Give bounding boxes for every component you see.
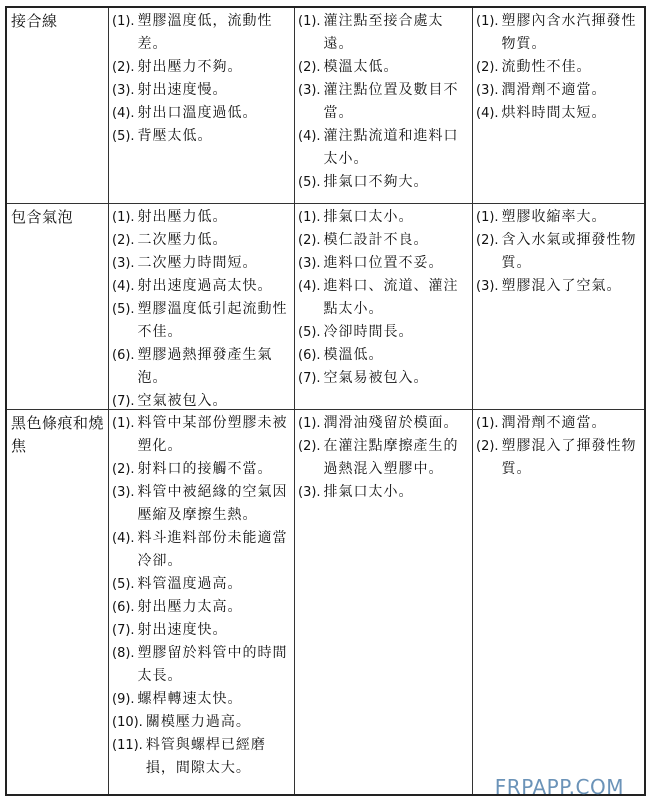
item-number: (3). [112,256,135,271]
material-causes-cell [473,204,644,410]
item-number: (2). [112,233,135,248]
cause-item [298,10,469,56]
cause-item [476,206,641,229]
item-text: 射出口溫度過低。 [137,105,258,121]
cause-item [476,275,641,298]
item-text: 在灌注點摩擦產生的過熱混入塑膠中。 [323,438,459,477]
item-text: 潤滑劑不適當。 [501,82,607,98]
cause-item [298,229,469,252]
item-text: 射出速度過高太快。 [137,278,273,294]
cause-item [476,79,641,102]
defect-name: 包含氣泡 [11,208,74,226]
item-number: (4). [298,129,321,144]
item-text: 塑膠留於料管中的時間太長。 [137,645,288,684]
item-text: 關模壓力過高。 [145,714,251,730]
item-text: 灌注點至接合處太遠。 [323,13,444,52]
item-text: 背壓太低。 [137,128,213,144]
mold-causes-cell [295,410,473,794]
item-text: 空氣易被包入。 [323,370,429,386]
cause-item [112,688,291,711]
cause-item [298,481,469,504]
cause-item [112,206,291,229]
item-text: 塑膠內含水汽揮發性物質。 [501,13,637,52]
item-number: (2). [298,60,321,75]
item-number: (4). [476,106,499,121]
item-number: (3). [298,83,321,98]
item-text: 排氣口太小。 [323,484,414,500]
cause-item [298,252,469,275]
cause-item [298,321,469,344]
item-text: 二次壓力時間短。 [137,255,258,271]
item-number: (2). [298,439,321,454]
item-number: (3). [476,279,499,294]
cause-list [298,10,469,194]
item-number: (3). [298,256,321,271]
item-number: (7). [112,623,135,638]
item-number: (7). [112,394,135,409]
cause-list [298,412,469,504]
watermark-text: FRPAPP.COM [494,775,624,799]
item-number: (6). [112,600,135,615]
cause-item [298,412,469,435]
item-number: (6). [298,348,321,363]
cause-list [112,206,291,410]
cause-item [112,527,291,573]
machine-causes-cell [109,410,295,794]
item-number: (11). [112,738,143,753]
cause-item [112,390,291,410]
item-text: 二次壓力低。 [137,232,228,248]
item-text: 空氣被包入。 [137,393,228,409]
item-number: (4). [112,106,135,121]
item-text: 塑膠收縮率大。 [501,209,607,225]
cause-item [112,711,291,734]
cause-item [476,102,641,125]
item-number: (5). [112,302,135,317]
defect-cause-table [5,6,646,796]
cause-list [112,412,291,780]
mold-causes-cell [295,8,473,204]
cause-item [476,10,641,56]
item-text: 塑膠混入了揮發性物質。 [501,438,637,477]
machine-causes-cell [109,8,295,204]
machine-causes-cell [109,204,295,410]
cause-item [298,275,469,321]
item-text: 塑膠溫度低引起流動性不佳。 [137,301,288,340]
cause-item [112,642,291,688]
item-number: (3). [476,83,499,98]
item-text: 料管中某部份塑膠未被塑化。 [137,415,288,454]
item-number: (5). [298,175,321,190]
cause-item [112,573,291,596]
cause-item [112,619,291,642]
cause-item [112,102,291,125]
item-text: 潤滑劑不適當。 [501,415,607,431]
cause-list [476,206,641,298]
cause-item [112,344,291,390]
cause-item [112,229,291,252]
defect-name-cell [7,204,109,410]
item-text: 料管與螺桿已經磨損，間隙太大。 [145,737,266,776]
item-text: 射出壓力太高。 [137,599,243,615]
item-number: (10). [112,715,143,730]
cause-item [298,56,469,79]
item-number: (2). [112,462,135,477]
material-causes-cell [473,410,644,794]
cause-item [112,79,291,102]
item-number: (6). [112,348,135,363]
item-text: 灌注點流道和進料口太小。 [323,128,459,167]
cause-item [112,298,291,344]
cause-item [476,229,641,275]
cause-item [112,481,291,527]
mold-causes-cell [295,204,473,410]
item-text: 進料口、流道、灌注點太小。 [323,278,459,317]
item-text: 模仁設計不良。 [323,232,429,248]
item-number: (3). [298,485,321,500]
item-number: (5). [112,577,135,592]
item-text: 料管溫度過高。 [137,576,243,592]
cause-item [298,367,469,390]
item-number: (2). [476,439,499,454]
cause-item [298,206,469,229]
item-number: (3). [112,83,135,98]
item-number: (1). [298,14,321,29]
item-text: 射出壓力低。 [137,209,228,225]
cause-list [112,10,291,148]
cause-list [476,10,641,125]
defect-name-cell [7,410,109,794]
item-text: 進料口位置不妥。 [323,255,444,271]
item-number: (1). [112,416,135,431]
item-number: (3). [112,485,135,500]
cause-item [112,412,291,458]
item-number: (5). [298,325,321,340]
item-text: 射料口的接觸不當。 [137,461,273,477]
item-text: 塑膠溫度低，流動性差。 [137,13,273,52]
cause-item [112,458,291,481]
cause-item [298,79,469,125]
item-text: 塑膠混入了空氣。 [501,278,622,294]
item-number: (7). [298,371,321,386]
defect-name: 接合線 [11,12,58,30]
item-number: (2). [476,233,499,248]
cause-item [112,252,291,275]
item-text: 烘料時間太短。 [501,105,607,121]
cause-item [476,435,641,481]
item-text: 塑膠過熱揮發產生氣泡。 [137,347,273,386]
item-number: (1). [298,210,321,225]
item-number: (5). [112,129,135,144]
cause-item [298,171,469,194]
item-text: 料管中被絕緣的空氣因壓縮及摩擦生熱。 [137,484,288,523]
defect-name-cell [7,8,109,204]
defect-name: 黑色條痕和燒焦 [11,414,105,455]
item-number: (1). [298,416,321,431]
material-causes-cell [473,8,644,204]
item-number: (4). [112,531,135,546]
cause-item [476,412,641,435]
cause-item [476,56,641,79]
item-text: 模溫太低。 [323,59,399,75]
cause-item [298,344,469,367]
item-text: 射出壓力不夠。 [137,59,243,75]
item-text: 射出速度慢。 [137,82,228,98]
item-number: (2). [298,233,321,248]
item-text: 含入水氣或揮發性物質。 [501,232,637,271]
cause-item [112,275,291,298]
item-number: (1). [476,210,499,225]
cause-item [112,10,291,56]
item-number: (2). [476,60,499,75]
cause-list [298,206,469,390]
item-number: (1). [476,416,499,431]
item-text: 螺桿轉速太快。 [137,691,243,707]
cause-item [112,596,291,619]
item-number: (1). [112,14,135,29]
item-number: (4). [112,279,135,294]
item-text: 射出速度快。 [137,622,228,638]
cause-list [476,412,641,481]
item-text: 灌注點位置及數目不當。 [323,82,459,121]
cause-item [298,435,469,481]
item-text: 料斗進料部份未能適當冷卻。 [137,530,288,569]
item-number: (2). [112,60,135,75]
item-text: 潤滑油殘留於模面。 [323,415,459,431]
cause-item [298,125,469,171]
item-number: (1). [476,14,499,29]
item-number: (9). [112,692,135,707]
cause-item [112,125,291,148]
item-number: (8). [112,646,135,661]
item-text: 排氣口太小。 [323,209,414,225]
cause-item [112,734,291,780]
item-text: 冷卻時間長。 [323,324,414,340]
item-text: 排氣口不夠大。 [323,174,429,190]
item-text: 流動性不佳。 [501,59,592,75]
item-number: (4). [298,279,321,294]
cause-item [112,56,291,79]
item-number: (1). [112,210,135,225]
item-text: 模溫低。 [323,347,384,363]
